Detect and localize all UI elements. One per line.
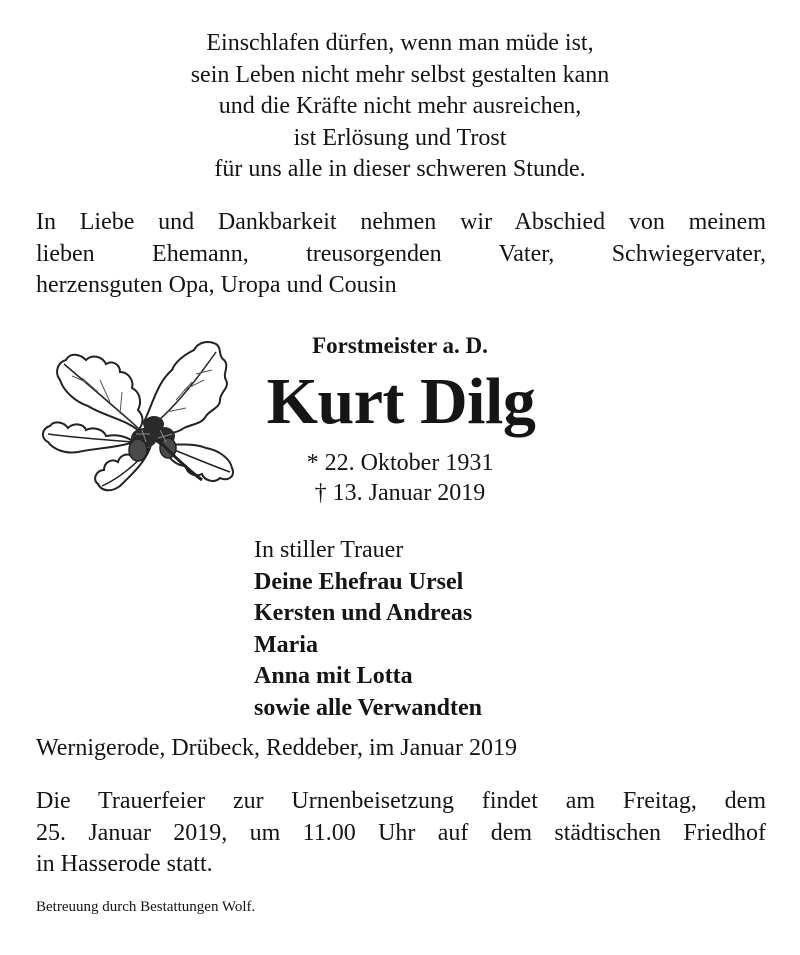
mourner-name: Maria (254, 631, 318, 658)
place-and-date: Wernigerode, Drübeck, Reddeber, im Januar 2019 (36, 735, 517, 761)
opening-poem (0, 28, 800, 186)
poem-line: für uns alle in dieser schweren Stunde. (214, 156, 586, 182)
poem-line: ist Erlösung und Trost (293, 124, 507, 151)
farewell-line: lieben Ehemann, treusorgenden Vater, Schwiegervater, (36, 240, 766, 267)
mourners-block (254, 535, 654, 724)
funeral-service-info (36, 786, 766, 881)
deceased-name: Kurt Dilg (266, 365, 536, 438)
mourner-name: Kersten und Andreas (254, 600, 473, 626)
deceased-title: Forstmeister a. D. (312, 333, 488, 358)
poem-line: sein Leben nicht mehr selbst gestalten kann (190, 61, 610, 88)
death-date: † 13. Januar 2019 (314, 480, 486, 506)
service-line: 25. Januar 2019, um 11.00 Uhr auf dem städtischen Friedhof (36, 819, 766, 846)
mourner-name: sowie alle Verwandten (254, 694, 482, 721)
mourner-name: Anna mit Lotta (254, 663, 413, 689)
undertaker-note: Betreuung durch Bestattungen Wolf. (36, 899, 256, 915)
service-line: Die Trauerfeier zur Urnenbeisetzung findet am Freitag, dem (36, 788, 766, 814)
mourners-intro: In stiller Trauer (254, 537, 404, 563)
mourner-name: Deine Ehefrau Ursel (254, 568, 464, 595)
poem-line: und die Kräfte nicht mehr ausreichen, (218, 93, 582, 119)
service-line: in Hasserode statt. (36, 851, 213, 877)
poem-line: Einschlafen dürfen, wenn man müde ist, (206, 30, 594, 56)
life-dates (250, 448, 550, 508)
farewell-line: In Liebe und Dankbarkeit nehmen wir Abschied von meinem (36, 209, 766, 235)
oak-leaves-acorns-icon (26, 330, 238, 500)
birth-date: * 22. Oktober 1931 (306, 450, 494, 476)
farewell-paragraph (36, 207, 766, 302)
farewell-line: herzensguten Opa, Uropa und Cousin (36, 272, 397, 298)
